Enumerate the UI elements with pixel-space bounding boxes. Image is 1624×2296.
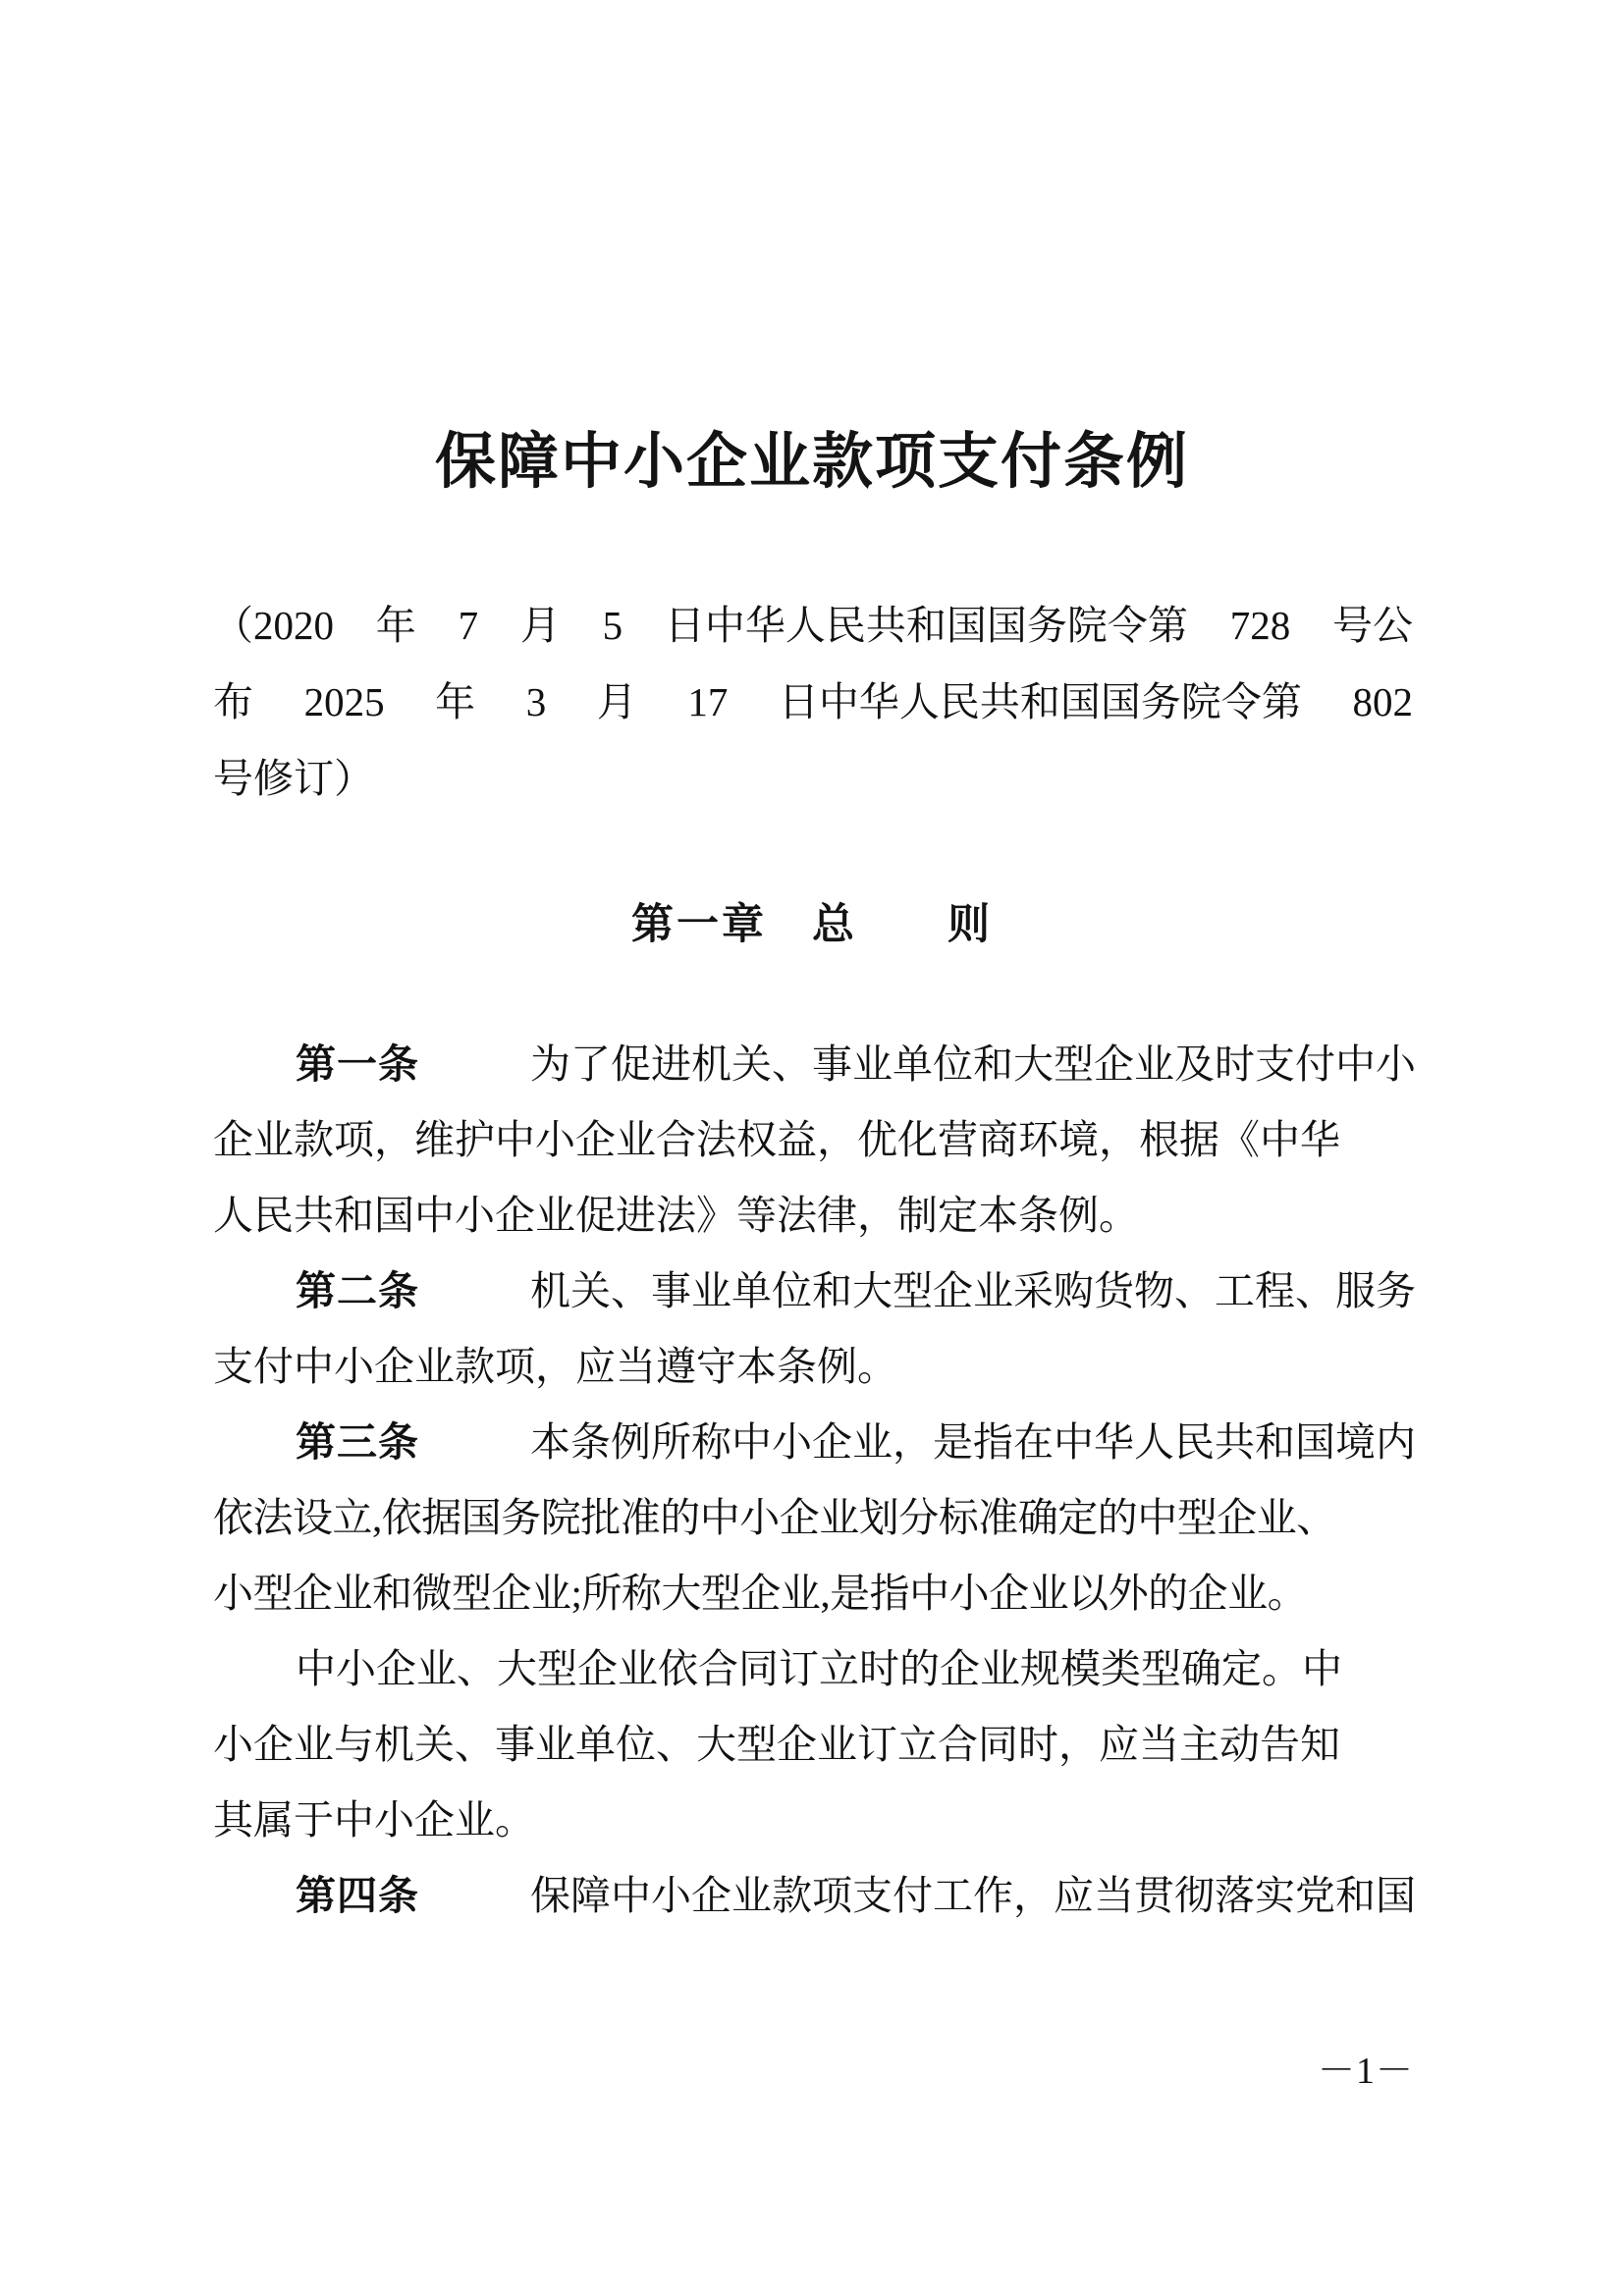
- promulgation-seg: 2025: [303, 679, 385, 724]
- text-line: [213, 1027, 1416, 1102]
- page-title: 保障中小企业款项支付条例: [434, 428, 1189, 496]
- text-line: 其属于中小企业。: [213, 1797, 535, 1842]
- promulgation-seg: 月: [519, 603, 561, 648]
- promulgation-seg: 日中华人民共和国国务院令第: [664, 603, 1188, 648]
- article-paragraph: [213, 1405, 1416, 1631]
- promulgation-seg: 布: [213, 679, 253, 724]
- line-body: 为了促进机关、事业单位和大型企业及时支付中小: [530, 1041, 1416, 1087]
- promulgation-seg: 5: [602, 603, 623, 648]
- promulgation-seg: 802: [1352, 679, 1413, 724]
- line-head: [213, 1405, 502, 1480]
- promulgation-seg: 号公: [1331, 603, 1413, 648]
- line-body: 机关、事业单位和大型企业采购货物、工程、服务: [530, 1268, 1416, 1313]
- text-line: 小型企业和微型企业;所称大型企业,是指中小企业以外的企业。: [213, 1571, 1308, 1616]
- promulgation-seg: 7: [458, 603, 479, 648]
- text-line: [213, 1858, 1416, 1934]
- text-line: 支付中小企业款项，应当遵守本条例。: [213, 1344, 897, 1389]
- line-body: 中小企业、大型企业依合同订立时的企业规模类型确定。中: [296, 1646, 1342, 1691]
- article-number: 第三条: [296, 1419, 419, 1465]
- line-head: [213, 1858, 502, 1934]
- text-line: [213, 1254, 1416, 1329]
- text-line: 人民共和国中小企业促进法》等法律，制定本条例。: [213, 1193, 1139, 1238]
- line-head: [213, 1254, 502, 1329]
- article-paragraph: [213, 1254, 1416, 1405]
- text-line: 企业款项，维护中小企业合法权益，优化营商环境，根据《中华: [213, 1117, 1340, 1162]
- promulgation-seg: 年: [375, 603, 416, 648]
- promulgation-line-1: [213, 587, 1413, 664]
- article-paragraph: [213, 1027, 1416, 1254]
- promulgation-line-3: 号修订）: [213, 756, 374, 801]
- promulgation-line-2: [213, 664, 1413, 740]
- text-line: [213, 1631, 1416, 1707]
- line-body: 保障中小企业款项支付工作，应当贯彻落实党和国: [530, 1873, 1416, 1918]
- text-line: 小企业与机关、事业单位、大型企业订立合同时，应当主动告知: [213, 1722, 1340, 1767]
- article-number: 第四条: [296, 1873, 419, 1918]
- article-number: 第一条: [296, 1041, 419, 1087]
- article-paragraph: [213, 1631, 1416, 1858]
- promulgation-seg: 728: [1229, 603, 1291, 648]
- promulgation-seg: 年: [435, 679, 476, 724]
- promulgation-seg: 日中华人民共和国国务院令第: [778, 679, 1302, 724]
- promulgation-seg: （2020: [213, 603, 334, 648]
- document-body: [213, 1027, 1416, 1934]
- promulgation-seg: 17: [687, 679, 729, 724]
- line-body: 本条例所称中小企业，是指在中华人民共和国境内: [530, 1419, 1416, 1465]
- promulgation-seg: 月: [596, 679, 637, 724]
- text-line: [213, 1405, 1416, 1480]
- text-line: 依法设立,依据国务院批准的中小企业划分标准确定的中型企业、: [213, 1495, 1336, 1540]
- promulgation-block: [213, 587, 1413, 817]
- article-paragraph: [213, 1858, 1416, 1934]
- chapter-heading: 第一章 总 则: [631, 901, 993, 948]
- promulgation-seg: 3: [525, 679, 547, 724]
- line-head: [213, 1027, 502, 1102]
- page-number: －1－: [1317, 2051, 1414, 2092]
- article-number: 第二条: [296, 1268, 419, 1313]
